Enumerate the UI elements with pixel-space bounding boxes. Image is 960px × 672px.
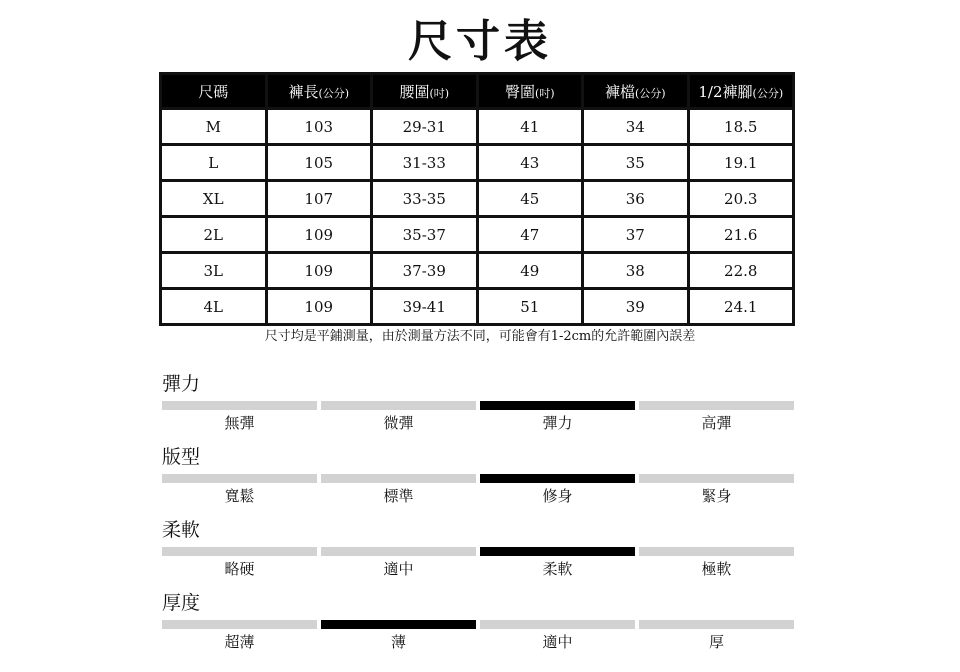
attribute-label: 彈力 [162, 373, 201, 395]
scale-segment [480, 474, 635, 483]
option-label: 無彈 [224, 414, 255, 432]
table-cell: 47 [477, 217, 583, 253]
header-unit: (吋) [534, 86, 555, 100]
table-cell: 49 [477, 253, 583, 289]
table-row [161, 289, 794, 325]
scale-segment [321, 401, 476, 410]
header-unit: (公分) [634, 86, 666, 100]
option-label: 高彈 [701, 414, 732, 432]
table-cell: 19.1 [688, 145, 794, 181]
table-cell: 34 [583, 109, 689, 145]
header-label: 腰圍 [399, 82, 430, 101]
table-cell: L [161, 145, 267, 181]
table-cell: 35 [583, 145, 689, 181]
attribute-scale-bar [162, 547, 794, 556]
scale-segment [480, 547, 635, 556]
table-cell: 37-39 [372, 253, 478, 289]
header-label: 尺碼 [198, 82, 229, 101]
table-row [161, 253, 794, 289]
header-unit: (吋) [429, 86, 450, 100]
table-cell: 35-37 [372, 217, 478, 253]
scale-segment [639, 474, 794, 483]
table-cell: 21.6 [688, 217, 794, 253]
header-label: 褲長 [288, 82, 319, 101]
scale-segment [480, 401, 635, 410]
header-size [161, 74, 267, 109]
option-label: 微彈 [383, 414, 414, 432]
scale-segment [321, 474, 476, 483]
option-label: 適中 [383, 560, 414, 578]
table-cell: 51 [477, 289, 583, 325]
scale-segment [321, 620, 476, 629]
attribute-label: 柔軟 [162, 519, 201, 541]
table-cell: 103 [266, 109, 372, 145]
table-cell: 20.3 [688, 181, 794, 217]
measurement-note: 尺寸均是平鋪測量，由於測量方法不同，可能會有1-2cm的允許範圍內誤差 [264, 329, 696, 344]
attribute-softness [162, 519, 794, 578]
attribute-scale-bar [162, 401, 794, 410]
table-cell: 29-31 [372, 109, 478, 145]
table-cell: 4L [161, 289, 267, 325]
table-cell: 38 [583, 253, 689, 289]
table-cell: XL [161, 181, 267, 217]
table-cell: 31-33 [372, 145, 478, 181]
attribute-fit [162, 446, 794, 505]
header-label: 褲檔 [604, 82, 635, 101]
page-title: 尺寸表 [408, 16, 552, 67]
table-cell: 41 [477, 109, 583, 145]
header-hip [477, 74, 583, 109]
table-row [161, 145, 794, 181]
option-label: 極軟 [701, 560, 732, 578]
option-label: 寬鬆 [224, 487, 255, 505]
header-hem [688, 74, 794, 109]
option-label: 適中 [542, 633, 573, 651]
attribute-scale-bar [162, 474, 794, 483]
table-cell: 109 [266, 253, 372, 289]
header-label: 1/2褲腳 [698, 82, 753, 101]
attribute-scale-bar [162, 620, 794, 629]
option-label: 厚 [708, 633, 724, 651]
table-cell: 109 [266, 289, 372, 325]
scale-segment [639, 401, 794, 410]
option-label: 超薄 [224, 633, 255, 651]
table-cell: M [161, 109, 267, 145]
option-label: 修身 [542, 487, 573, 505]
table-row [161, 181, 794, 217]
attribute-thickness [162, 592, 794, 651]
option-label: 略硬 [224, 560, 255, 578]
attribute-elasticity [162, 373, 794, 432]
table-cell: 109 [266, 217, 372, 253]
header-length [266, 74, 372, 109]
table-cell: 22.8 [688, 253, 794, 289]
option-label: 標準 [383, 487, 414, 505]
attribute-label: 厚度 [162, 592, 201, 614]
scale-segment [480, 620, 635, 629]
attribute-options [162, 560, 794, 578]
table-cell: 45 [477, 181, 583, 217]
option-label: 薄 [390, 633, 406, 651]
option-label: 緊身 [701, 487, 732, 505]
table-cell: 18.5 [688, 109, 794, 145]
header-rise [583, 74, 689, 109]
table-row [161, 109, 794, 145]
table-cell: 33-35 [372, 181, 478, 217]
scale-segment [162, 401, 317, 410]
scale-segment [162, 620, 317, 629]
scale-segment [639, 547, 794, 556]
scale-segment [321, 547, 476, 556]
table-cell: 24.1 [688, 289, 794, 325]
table-cell: 39-41 [372, 289, 478, 325]
attribute-options [162, 487, 794, 505]
table-header-row [161, 74, 794, 109]
header-unit: (公分) [318, 86, 350, 100]
attribute-label: 版型 [162, 446, 201, 468]
table-cell: 37 [583, 217, 689, 253]
attribute-options [162, 414, 794, 432]
header-label: 臀圍 [504, 82, 535, 101]
table-cell: 105 [266, 145, 372, 181]
table-cell: 107 [266, 181, 372, 217]
option-label: 彈力 [542, 414, 573, 432]
scale-segment [162, 547, 317, 556]
header-waist [372, 74, 478, 109]
scale-segment [162, 474, 317, 483]
table-cell: 43 [477, 145, 583, 181]
table-row [161, 217, 794, 253]
size-chart-table [159, 72, 795, 326]
table-cell: 36 [583, 181, 689, 217]
table-cell: 3L [161, 253, 267, 289]
table-cell: 39 [583, 289, 689, 325]
header-unit: (公分) [752, 86, 784, 100]
attribute-options [162, 633, 794, 651]
scale-segment [639, 620, 794, 629]
table-cell: 2L [161, 217, 267, 253]
option-label: 柔軟 [542, 560, 573, 578]
